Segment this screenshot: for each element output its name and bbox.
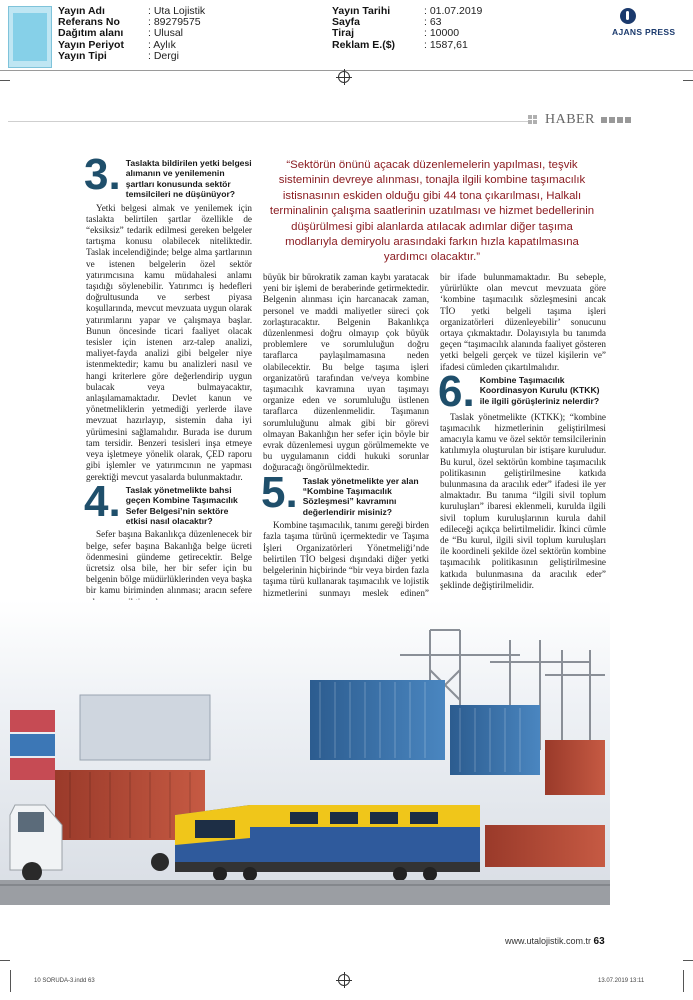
body-paragraph: Kombine taşımacılık, tanımı gereği birden fazla taşıma türünü içermektedir ve Taşıma İşleri Organizatörleri Yönetmeliği’nde belirtilen TİO belgesi dışındaki diğer yetki belgelerinin hiçbirinde “bir veya birden fazla taşıma türü kullanarak taşımacılık ve lojistik hizmetlerini sunmayı meslek edinen” — [263, 520, 429, 598]
publication-meta-left — [58, 6, 205, 62]
logo-text: AJANS PRESS — [612, 27, 676, 37]
text-column-2 — [263, 272, 429, 610]
crop-mark — [10, 970, 11, 992]
container-port-photo — [0, 600, 610, 905]
meta-key: Sayfa — [332, 16, 361, 29]
meta-value: : 89279575 — [148, 16, 201, 29]
meta-row — [332, 28, 482, 39]
crop-mark — [683, 960, 693, 961]
globe-icon — [620, 8, 636, 24]
meta-key: Yayın Tarihi — [332, 5, 391, 17]
footer-url — [505, 936, 605, 947]
ajans-press-logo — [606, 8, 688, 42]
page-thumbnail — [8, 6, 52, 68]
question-6-heading — [438, 366, 606, 416]
meta-value: : 63 — [424, 16, 442, 29]
publication-meta-right — [332, 6, 482, 51]
file-slug: 10 SORUDA-3.indd 63 — [34, 978, 95, 984]
question-text: Taslak yönetmelikte yer alan “Kombine Taşımacılık Sözleşmesi” kavramını değerlendirir misiniz? — [302, 475, 419, 517]
question-text: Kombine Taşımacılık Koordinasyon Kurulu (KTKK) ile ilgili görüşleriniz nelerdir? — [479, 374, 600, 406]
question-5-heading — [261, 467, 429, 518]
section-tag — [528, 110, 633, 130]
meta-key: Reklam E.($) — [332, 38, 396, 51]
crop-mark — [0, 80, 10, 81]
question-text: Taslakta bildirilen yetki belgesi alımanın ve yenilemenin şartları konusunda sektör temsilcileri ne düşünüyor? — [125, 158, 252, 200]
meta-value: : Dergi — [148, 49, 179, 62]
question-4-heading — [84, 476, 252, 527]
meta-row — [332, 17, 482, 28]
meta-value: : Aylık — [148, 38, 176, 51]
bar-ornament-icon — [601, 117, 633, 123]
grid-ornament-icon — [528, 115, 540, 125]
crop-mark — [0, 960, 10, 961]
footer-url-text: www.utalojistik.com.tr — [505, 936, 592, 946]
section-rule — [8, 121, 528, 122]
meta-key: Yayın Adı — [58, 5, 105, 17]
question-number: 4. — [84, 476, 121, 526]
text-column-3 — [440, 272, 606, 591]
pull-quote: “Sektörün önünü açacak düzenlemelerin yapılması, teşvik sisteminin devreye alınması, tonajla ilgili kombine taşımacılık istisnasının eskiden olduğu gibi 44 tona çıkarılması, Halkalı terminalinin çalışma saatlerinin uzatılması ve hizmet bedellerinin düşürülmesi gibi alanlarda atılacak adımlar diğer taşıma modlarıyla demiryolu arasındaki farkın hızla kapatılmasına yardımcı olacaktır.” — [269, 159, 595, 264]
registration-mark-icon — [338, 71, 350, 83]
question-3-heading — [84, 150, 252, 200]
body-paragraph: Taslak yönetmelikte (KTKK); “kombine taşımacılık hizmetlerinin geliştirilmesi amacıyla kamu ve özel sektör temsilcilerinin katılımıyla oluşturulan bir istişare kuruludur. Bu kurul, özel sektörün kombine taşımacılık politikasının geliştirilmesine katkıda bulunmasına da aracılık eder” ifadesi ile yer almaktadır. Bu tanıma “ilgili sivil toplum kuruluşları” ibaresi eklenmeli, kurulda ilgili sivil toplum kuruluşlarının kurula dahil edileceği açıkça belirtilmelidir. İkinci cümle de “Bu kurul, ilgili sivil toplum kuruluşları ile koordineli şekilde özel sektörün kombine taşımacılık politikasının geliştirilmesine katkıda bulunmasına da aracılık eder” şeklinde değiştirilmelidir. — [440, 411, 606, 590]
meta-key: Tiraj — [332, 27, 354, 40]
clipping-header — [0, 0, 693, 72]
meta-key: Referans No — [58, 16, 120, 29]
registration-mark-icon — [338, 974, 350, 986]
question-number: 3. — [84, 150, 121, 199]
print-timestamp: 13.07.2019 13:11 — [598, 978, 645, 984]
meta-key: Yayın Tipi — [58, 49, 107, 62]
meta-value: : Uta Lojistik — [148, 5, 206, 17]
question-text: Taslak yönetmelikte bahsi geçen Kombine Taşımacılık Sefer Belgesi’nin sektöre etkisi nasıl olacaktır? — [125, 484, 238, 526]
meta-row — [58, 51, 205, 62]
meta-row — [332, 40, 482, 51]
meta-key: Yayın Periyot — [58, 38, 124, 51]
question-number: 5. — [261, 467, 298, 517]
text-column-1 — [84, 150, 252, 608]
meta-row — [58, 28, 205, 39]
body-paragraph: Sefer başına Bakanlıkça düzenlenecek bir belge, sefer başına Bakanlığa belge ücreti ödenmesini gündeme getirecektir. Belge ücretsiz olsa bile, her bir sefer için bu belgenin bölge müdürlüklerinden veya başka bir kamu biriminden alınması; aracın sefere — [86, 529, 252, 596]
meta-value: : Ulusal — [148, 27, 184, 40]
page-number: 63 — [593, 936, 605, 947]
body-paragraph: Yetki belgesi almak ve yenilemek için taslakta belirtilen şartlar özellikle de “eksiksiz” tedarik edilmesi gereken belgeler tartışma konusu olabilecek niteliktedir. Taslak incelendiğinde; belge alma şartlarının ve istenen belgelerin özel sektör yatırımcısına kamu müdahalesi anlamı taşıdığı söylenebilir. Yatırımcı iş hedefleri doğrultusunda ve serbest piyasa koşullarında, mevcut mevzuata uygun olarak yatırımlarını yapar ve çalışmaya başlar. Bunun öncesinde ticari faaliyet olacak tesisler için istenen arz-talep analizi, maliyet-fayda analizi gibi belgeler niye istenmektedir; kamu bu analizleri nasıl ve hangi kriterlere göre değerlendirip uygun bulacak veya bulmayacaktır, anlaşılamamaktadır. Devlet kanun ve yönetmeliklerin yetmediği yerlerde ilave mevzuat hazırlayıp, sistemin daha iyi yürümesini sağlamalıdır. Burada ise durum tam tersidir. Benzeri tesisleri inşa etmeye veya işletmeye yönelik olarak, ÇED raporu gibi işlemler ve yatırımcının ne yapması gerektiği mevcut yasalarda bulunmaktadır. — [86, 202, 252, 482]
meta-value: : 01.07.2019 — [424, 5, 483, 17]
meta-value: : 10000 — [424, 27, 460, 40]
crop-mark — [683, 80, 693, 81]
meta-value: : 1587,61 — [424, 38, 468, 51]
crop-mark — [683, 970, 684, 992]
body-paragraph: bir ifade bulunmamaktadır. Bu sebeple, yürürlükte olan mevcut mevzuata göre ‘kombine taşımacılık sözleşmesini ancak TİO yetki belgeli taşıma işleri organizatörleri düzenleyebilir’ sonucunu ortaya çıkmaktadır. Dolayısıyla bu tanımda geçen “taşımacılık alanında faaliyet gösteren yetki belgeli gerçek ve tüzel kişilerin ve” ifadesi cümleden çıkartılmalıdır. — [440, 272, 606, 372]
section-label: HABER — [545, 112, 595, 127]
meta-key: Dağıtım alanı — [58, 27, 124, 40]
body-paragraph: büyük bir bürokratik zaman kaybı yaratacak yeni bir işlemi de beraberinde getirmektedir. Belgenin alınması için harcanacak zaman, personel ve maddi maliyetler süreci çok zorlaştıracaktır. Belgenin Bakanlıkça düzenlenmesi doğru olmayıp çok büyük problemlere ve sorumluluğun doğru taraflarca paylaşılmamasına neden olabilecektir. Bu belge taşıma işleri organizatörü tarafından ve/veya kombine taşımacılık kavramına uyan taşımayı organize eden ve sorumluluğu üstlenen taraflarca düzenlenmelidir. Taşımanın sorumluluğunu almak gibi bir görevi olmayan Bakanlığın her sefer için böyle bir evrak düzenlemesi uygun görülmemekte ve bu uygulamanın ciddi hukuki sorunlar doğuracağı öngörülmektedir. — [263, 272, 429, 473]
question-number: 6. — [438, 366, 475, 416]
